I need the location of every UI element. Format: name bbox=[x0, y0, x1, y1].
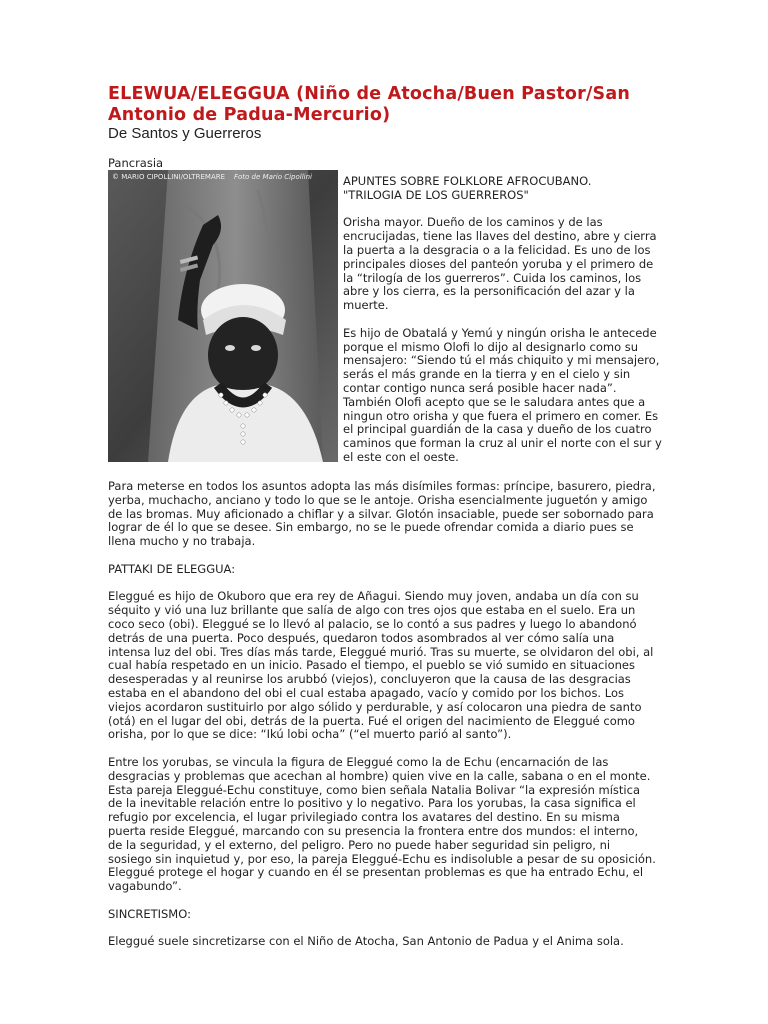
author-name: Pancrasia bbox=[108, 156, 164, 170]
intro-heading-line-1: APUNTES SOBRE FOLKLORE AFROCUBANO. bbox=[343, 174, 592, 188]
intro-column bbox=[343, 175, 663, 479]
portrait-photo bbox=[108, 170, 338, 462]
section-heading-sincretismo: SINCRETISMO: bbox=[108, 906, 191, 921]
body-paragraph-4: Eleggué suele sincretizarse con el Niño de Atocha, San Antonio de Padua y el Anima sola. bbox=[108, 934, 624, 949]
page-title: ELEWUA/ELEGGUA (Niño de Atocha/Buen Pastor/San Antonio de Padua-Mercurio) bbox=[108, 84, 631, 125]
photo-copyright: © MARIO CIPOLLINI/OLTREMARE bbox=[112, 173, 226, 181]
body-paragraph-3: Entre los yorubas, se vincula la figura de Eleggué como la de Echu (encarnación de las desgracias y problemas que acechan al hombre) quien vive en la calle, sabana o en el monte. Esta pareja Eleggué-Echu constituye, como bien señala Natalia Bolivar “la expresión mística de la inevitable relación entre lo positivo y lo negativo. Para los yorubas, la casa significa el refugio por excelencia, el lugar privilegiado contra los avatares del destino. En su misma puerta reside Eleggué, marcando con su presencia la frontera entre dos mundos: el interno, de la seguridad, y el externo, del peligro. Pero no puede haber seguridad sin peligro, ni sosiego sin inquietud y, por eso, la pareja Eleggué-Echu es indisoluble a pesar de su oposición. Eleggué protege el hogar y cuando en él se presentan problemas es que ha entrado Echu, el vagabundo”. bbox=[108, 754, 656, 894]
section-heading-pattaki: PATTAKI DE ELEGGUA: bbox=[108, 561, 236, 576]
intro-paragraph-2: Es hijo de Obatalá y Yemú y ningún orisha le antecede porque el mismo Olofi lo dijo al designarlo como su mensajero: “Siendo tú el más chiquito y mi mensajero, serás el más grande en la tierra y en el cielo y sin contar contigo nunca será posible hacer nada”. También Olofi acepto que se le saludara antes que a ningun otro orisha y que fuera el primero en comer. Es el principal guardián de la casa y dueño de los cuatro caminos que forman la cruz al unir el norte con el sur y el este con el oeste. bbox=[343, 325, 662, 464]
intro-heading-line-2: "TRILOGIA DE LOS GUERREROS" bbox=[343, 187, 529, 202]
main-body bbox=[108, 480, 656, 963]
intro-heading bbox=[343, 175, 663, 203]
body-paragraph-1: Para meterse en todos los asuntos adopta las más disímiles formas: príncipe, basurero, piedra, yerba, muchacho, anciano y todo lo que se le antoje. Orisha esencialmente juguetón y amigo de las bromas. Muy aficionado a chiflar y a silvar. Glotón insaciable, puede ser sobornado para lograr de él lo que se desee. Sin embargo, no se le puede ofrendar comida a diario pues se llena mucho y no trabaja. bbox=[108, 479, 656, 549]
portrait-illustration bbox=[108, 170, 338, 462]
body-paragraph-2: Eleggué es hijo de Okuboro que era rey de Añagui. Siendo muy joven, andaba un día con su séquito y vió una luz brillante que salía de algo con tres ojos que estaba en el suelo. Era un coco seco (obi). Eleggué se lo llevó al palacio, se lo contó a sus padres y luego lo abandonó detrás de una puerta. Poco después, quedaron todos asombrados al ver cómo salía una intensa luz del obi. Tres días más tarde, Eleggué murió. Tras su muerte, se olvidaron del obi, al cual había respetado en un inicio. Pasado el tiempo, el pueblo se vió sumido en situaciones desesperadas y al reunirse los arubbó (viejos), concluyeron que la causa de las desgracias estaba en el abandono del obi el cual estaba apagado, vacío y comido por los bichos. Los viejos acordaron sustituirlo por algo sólido y perdurable, y así colocaron una piedra de santo (otá) en el lugar del obi, detrás de la puerta. Fué el origen del nacimiento de Eleggué como orisha, por lo que se dice: “Ikú lobi ocha” (“el muerto parió al santo”). bbox=[108, 589, 654, 742]
page-subtitle: De Santos y Guerreros bbox=[108, 125, 262, 142]
photo-credit: Foto de Mario Cipollini bbox=[234, 173, 312, 181]
intro-paragraph-1: Orisha mayor. Dueño de los caminos y de las encrucijadas, tiene las llaves del destino, abre y cierra la puerta a la desgracia o a la felicidad. Es uno de los principales dioses del panteón yoruba y el primero de la “trilogía de los guerreros”. Cuida los caminos, los abre y los cierra, es la personificación del azar y la muerte. bbox=[343, 215, 657, 313]
